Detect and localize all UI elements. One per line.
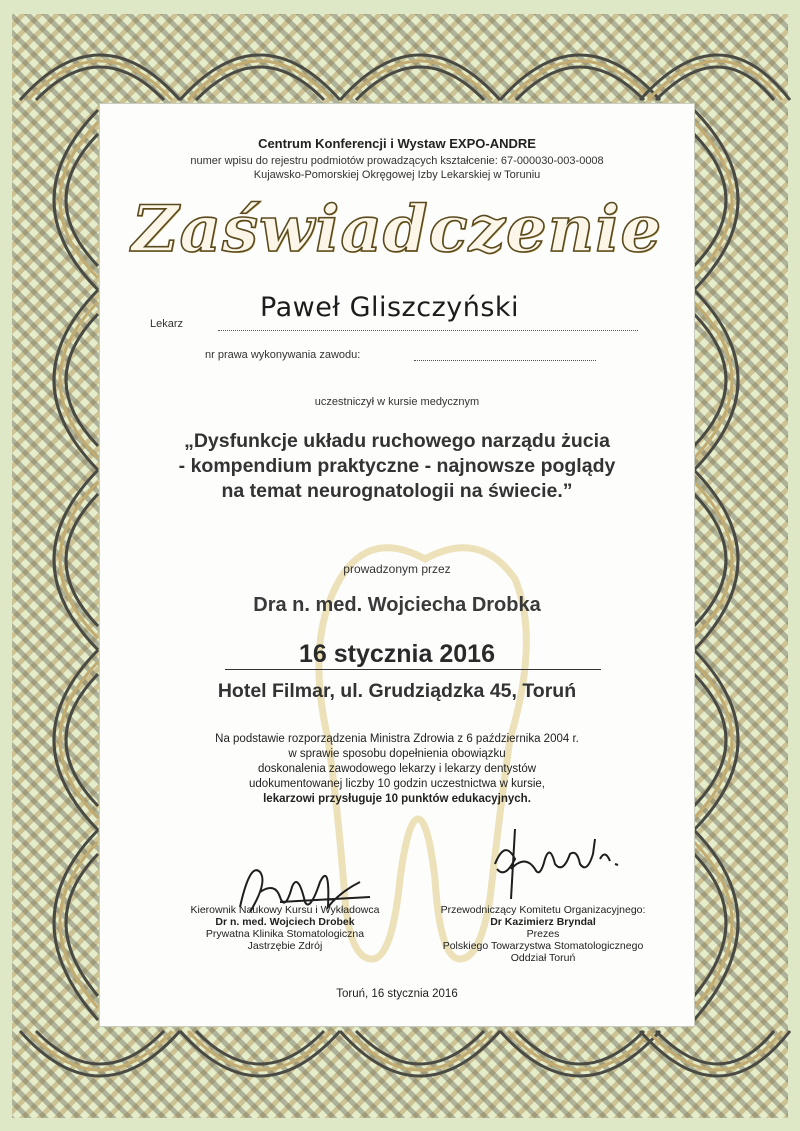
led-by-label: prowadzonym przez	[343, 562, 451, 576]
name-dotted-line	[218, 330, 638, 331]
course-title-line3: na temat neurognatologii na świecie.”	[221, 480, 573, 502]
signatory-right-role: Przewodniczący Komitetu Organizacyjnego:	[440, 904, 646, 916]
legal-line: Na podstawie rozporządzenia Ministra Zdrowia z 6 października 2004 r.	[215, 733, 579, 745]
signatory-right-society: Polskiego Towarzystwa Stomatologicznego	[442, 940, 644, 952]
signatory-left-name: Dr n. med. Wojciech Drobek	[215, 916, 355, 928]
signatory-left-city: Jastrzębie Zdrój	[247, 940, 323, 952]
recipient-name: Paweł Gliszczyński	[260, 292, 520, 323]
issue-date: Toruń, 16 stycznia 2016	[336, 988, 458, 1000]
signatory-right-branch: Oddział Toruń	[510, 952, 576, 964]
course-title-line2: - kompendium praktyczne - najnowsze poglądy	[178, 455, 616, 477]
legal-line: w sprawie sposobu dopełnienia obowiązku	[288, 748, 506, 760]
signatory-left-clinic: Prywatna Klinika Stomatologiczna	[205, 928, 365, 940]
event-venue: Hotel Filmar, ul. Grudziądzka 45, Toruń	[217, 680, 577, 702]
legal-line: udokumentowanej liczby 10 godzin uczestnictwa w kursie,	[249, 778, 545, 790]
course-title	[100, 429, 694, 504]
signatory-left-role: Kierownik Naukowy Kursu i Wykładowca	[190, 904, 380, 916]
legal-basis	[100, 732, 694, 807]
signatory-right-name: Dr Kazimierz Bryndal	[490, 916, 596, 928]
certificate-panel	[100, 104, 694, 1026]
event-date: 16 stycznia 2016	[299, 640, 495, 668]
date-underline	[225, 669, 601, 670]
license-dotted-line	[414, 360, 596, 361]
organizer-registry: numer wpisu do rejestru podmiotów prowadzących kształcenie: 67-000030-003-0008	[190, 155, 604, 167]
organizer-name: Centrum Konferencji i Wystaw EXPO-ANDRE	[258, 136, 536, 151]
participation-text: uczestniczył w kursie medycznym	[314, 396, 480, 408]
signatory-right-title: Prezes	[526, 928, 560, 940]
course-title-line1: „Dysfunkcje układu ruchowego narządu żucia	[184, 430, 610, 452]
recipient-prefix: Lekarz	[150, 318, 184, 330]
signatory-left	[170, 904, 400, 952]
legal-line: doskonalenia zawodowego lekarzy i lekarzy dentystów	[257, 763, 537, 775]
signatory-right	[418, 904, 668, 964]
legal-points: lekarzowi przysługuje 10 punktów edukacyjnych.	[263, 793, 531, 805]
organizer-chamber: Kujawsko-Pomorskiej Okręgowej Izby Lekarskiej w Toruniu	[253, 169, 541, 181]
license-number-label: nr prawa wykonywania zawodu:	[205, 349, 361, 361]
signature-right	[485, 819, 635, 909]
certificate-title: Zaświadczenie	[131, 192, 663, 267]
lecturer-name: Dra n. med. Wojciecha Drobka	[253, 594, 541, 616]
